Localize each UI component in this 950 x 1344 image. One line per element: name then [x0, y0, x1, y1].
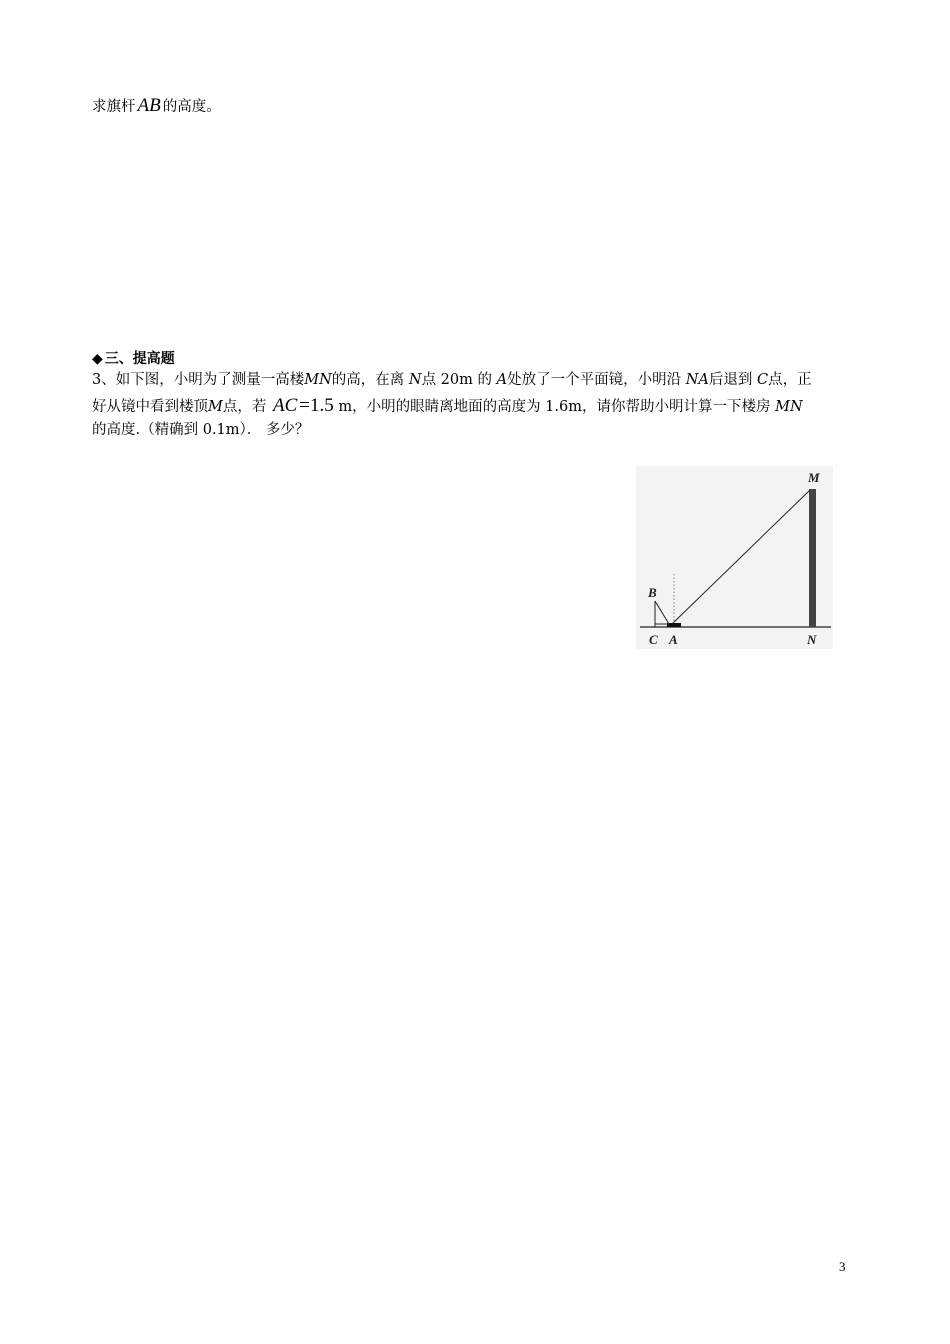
- variable: MN: [304, 372, 332, 388]
- text-fragment: 的高，在离: [331, 372, 405, 388]
- variable: MN: [775, 399, 803, 415]
- building-mn: [809, 489, 816, 627]
- label-a: A: [669, 632, 678, 647]
- problem-line-2: [92, 396, 803, 415]
- math-value: =1.5: [299, 395, 334, 416]
- question-tail: [92, 96, 221, 115]
- problem-line-1: [92, 373, 812, 388]
- figure-background: [636, 466, 833, 649]
- diamond-icon: ◆: [92, 351, 103, 367]
- text-fragment: 点，若: [222, 399, 267, 415]
- variable: A: [496, 372, 508, 388]
- text-fragment: 处放了一个平面镜，小明沿: [507, 372, 682, 388]
- variable: M: [208, 399, 223, 415]
- mirror-diagram: [636, 466, 833, 649]
- text-fragment: 的高度。: [162, 99, 221, 115]
- problem-line-3: [92, 423, 309, 438]
- section-title: 三、提高题: [104, 351, 175, 367]
- label-n: N: [807, 632, 817, 647]
- variable: NA: [685, 372, 709, 388]
- text-fragment: 的高度.（精确到 0.1m）． 多少？: [92, 422, 310, 438]
- text-fragment: m，小明的眼睛离地面的高度为 1.6m，请你帮助小明计算一下楼房: [338, 399, 771, 415]
- text-fragment: 点 20m 的: [421, 372, 492, 388]
- text-fragment: 求旗杆: [92, 99, 136, 115]
- label-b: B: [648, 585, 657, 600]
- math-variable: AB: [137, 95, 161, 116]
- label-m: M: [808, 470, 820, 485]
- text-fragment: 点，正: [768, 372, 812, 388]
- text-fragment: 后退到: [708, 372, 753, 388]
- math-variable: AC: [272, 395, 298, 416]
- page-number: 3: [839, 1259, 846, 1274]
- label-c: C: [649, 632, 658, 647]
- variable: N: [408, 372, 422, 388]
- text-fragment: 3、如下图，小明为了测量一高楼: [92, 372, 305, 388]
- text-fragment: 好从镜中看到楼顶: [92, 399, 208, 415]
- variable: C: [756, 372, 769, 388]
- section-heading: [92, 348, 175, 368]
